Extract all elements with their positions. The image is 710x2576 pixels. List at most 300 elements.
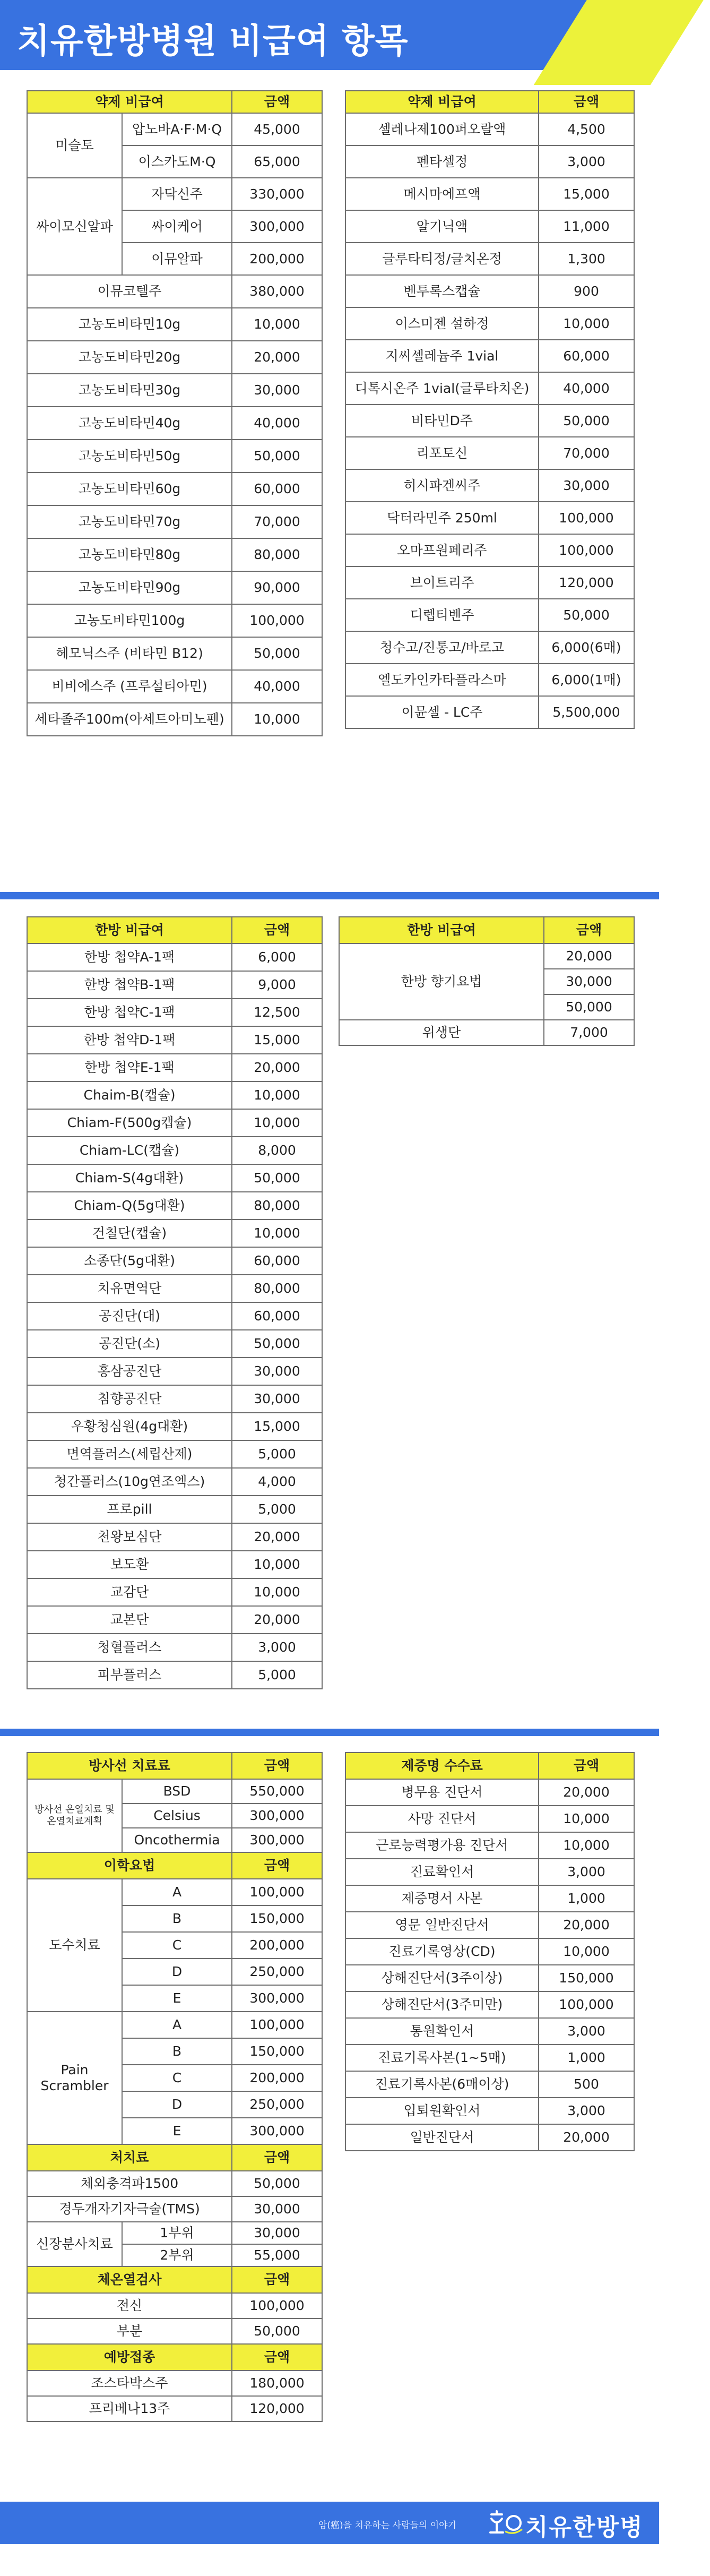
table-header-row — [27, 917, 322, 943]
item-name: 치유면역단 — [27, 1275, 232, 1302]
table-row — [27, 275, 322, 308]
item-name: 일반진단서 — [345, 2124, 539, 2151]
item-price: 150,000 — [539, 1965, 634, 1991]
item-price: 50,000 — [232, 637, 322, 670]
group-label: 한방 향기요법 — [339, 943, 544, 1020]
page-title: 치유한방병원 비급여 항목 — [17, 22, 409, 61]
table-row — [339, 943, 634, 969]
item-name: 2부위 — [122, 2244, 232, 2266]
item-price: 900 — [539, 275, 634, 307]
item-price: 300,000 — [232, 2118, 322, 2144]
item-price: 3,000 — [539, 145, 634, 178]
item-price: 80,000 — [232, 538, 322, 571]
item-name: 상해진단서(3주미만) — [345, 1991, 539, 2018]
table-header-row — [27, 1852, 322, 1879]
item-name: 오마프원페리주 — [345, 534, 539, 566]
item-price: 45,000 — [232, 113, 322, 145]
item-name: 제증명서 사본 — [345, 1885, 539, 1912]
header-cell-price: 금액 — [232, 1753, 322, 1779]
table-row — [27, 999, 322, 1026]
item-price: 30,000 — [544, 969, 634, 994]
treatment-table-left — [27, 1752, 323, 2422]
item-price: 100,000 — [539, 502, 634, 534]
item-price: 15,000 — [232, 1413, 322, 1440]
item-price: 30,000 — [232, 1385, 322, 1413]
item-price: 250,000 — [232, 1959, 322, 1985]
item-name: 진료기록사본(6매이상) — [345, 2071, 539, 2098]
item-price: 100,000 — [539, 534, 634, 566]
table-row — [27, 1247, 322, 1275]
drug-table-left — [27, 90, 323, 736]
table-row — [27, 637, 322, 670]
item-name: 벤투록스캡슐 — [345, 275, 539, 307]
item-name: 경두개자기자극술(TMS) — [27, 2196, 232, 2222]
table-row — [27, 341, 322, 374]
table-header-row — [27, 1753, 322, 1779]
item-name: 글루타티정/글치온정 — [345, 243, 539, 275]
item-name: 프로pill — [27, 1496, 232, 1523]
item-name: 통원확인서 — [345, 2018, 539, 2045]
table-row — [27, 1661, 322, 1689]
item-price: 15,000 — [232, 1026, 322, 1054]
item-name: 병무용 진단서 — [345, 1779, 539, 1806]
table-header-row — [27, 2266, 322, 2293]
table-row — [345, 469, 634, 502]
table-row — [345, 307, 634, 340]
item-price: 5,000 — [232, 1661, 322, 1689]
item-name: B — [122, 1905, 232, 1932]
item-price: 50,000 — [232, 2319, 322, 2344]
header-cell-item: 처치료 — [27, 2144, 232, 2171]
item-price: 10,000 — [539, 1832, 634, 1859]
item-name: 우황청심원(4g대환) — [27, 1413, 232, 1440]
item-price: 8,000 — [232, 1137, 322, 1164]
item-price: 180,000 — [232, 2371, 322, 2396]
item-name: 고농도비타민50g — [27, 440, 232, 473]
item-name: 고농도비타민70g — [27, 505, 232, 538]
table-row — [27, 571, 322, 604]
table-row — [345, 664, 634, 696]
header-cell-price: 금액 — [539, 1753, 634, 1779]
header-cell-price: 금액 — [232, 2266, 322, 2293]
table-row — [27, 670, 322, 703]
item-price: 30,000 — [232, 1358, 322, 1385]
item-name: 한방 첩약D-1팩 — [27, 1026, 232, 1054]
item-price: 50,000 — [232, 2171, 322, 2196]
footer-slogan: 암(癌)을 치유하는 사람들의 이야기 — [318, 2520, 456, 2531]
item-price: 5,000 — [232, 1496, 322, 1523]
table-header-row — [27, 91, 322, 113]
item-name: Chiam-Q(5g대환) — [27, 1192, 232, 1220]
item-price: 200,000 — [232, 2065, 322, 2091]
table-row — [27, 1026, 322, 1054]
header-cell-item: 한방 비급여 — [27, 917, 232, 943]
item-price: 50,000 — [539, 599, 634, 631]
item-name: C — [122, 1932, 232, 1959]
page-header — [0, 0, 659, 70]
item-price: 20,000 — [539, 2124, 634, 2151]
item-name: 알기닉액 — [345, 210, 539, 243]
table-row — [27, 703, 322, 736]
item-name: 이스미젠 설하정 — [345, 307, 539, 340]
item-price: 200,000 — [232, 243, 322, 275]
item-price: 50,000 — [232, 1164, 322, 1192]
table-row — [27, 1523, 322, 1551]
table-row — [27, 1220, 322, 1247]
table-row — [345, 1806, 634, 1832]
item-price: 11,000 — [539, 210, 634, 243]
item-price: 250,000 — [232, 2091, 322, 2118]
item-name: 압노바A·F·M·Q — [122, 113, 232, 145]
header-cell-item: 예방접종 — [27, 2344, 232, 2371]
item-price: 5,500,000 — [539, 696, 634, 728]
item-name: 펜타셀정 — [345, 145, 539, 178]
item-price: 150,000 — [232, 1905, 322, 1932]
item-name: 진료기록사본(1~5매) — [345, 2045, 539, 2071]
item-price: 60,000 — [232, 1302, 322, 1330]
item-name: 근로능력평가용 진단서 — [345, 1832, 539, 1859]
item-name: 싸이케어 — [122, 210, 232, 243]
table-row — [345, 1779, 634, 1806]
item-name: 자닥신주 — [122, 178, 232, 210]
section-divider — [0, 892, 659, 899]
item-name: Oncothermia — [122, 1828, 232, 1852]
item-name: 지씨셀레늄주 1vial — [345, 340, 539, 372]
table-row — [345, 2071, 634, 2098]
item-price: 10,000 — [232, 703, 322, 736]
table-row — [27, 1496, 322, 1523]
table-row — [345, 340, 634, 372]
item-price: 9,000 — [232, 971, 322, 999]
table-row — [27, 473, 322, 505]
footer-brand: 치유한방병원 — [525, 2514, 644, 2575]
section-divider — [0, 1729, 659, 1736]
item-price: 3,000 — [539, 2098, 634, 2124]
item-name: 고농도비타민10g — [27, 308, 232, 341]
table-row — [345, 2098, 634, 2124]
item-name: 세타졸주100m(아세트아미노펜) — [27, 703, 232, 736]
item-price: 15,000 — [539, 178, 634, 210]
item-name: 침향공진단 — [27, 1385, 232, 1413]
table-row — [345, 178, 634, 210]
item-name: 한방 첩약E-1팩 — [27, 1054, 232, 1081]
header-cell-item: 한방 비급여 — [339, 917, 544, 943]
item-name: 고농도비타민80g — [27, 538, 232, 571]
item-name: 조스타박스주 — [27, 2371, 232, 2396]
table-header-row — [345, 1753, 634, 1779]
item-price: 3,000 — [539, 1859, 634, 1885]
table-row — [345, 2045, 634, 2071]
item-name: 브이트리주 — [345, 566, 539, 599]
table-row — [27, 1413, 322, 1440]
table-row — [345, 599, 634, 631]
table-row — [27, 1164, 322, 1192]
group-label: 신장분사치료 — [27, 2222, 122, 2266]
item-name: 고농도비타민60g — [27, 473, 232, 505]
header-cell-price: 금액 — [232, 917, 322, 943]
table-row — [27, 1302, 322, 1330]
table-row — [27, 1468, 322, 1496]
table-row — [345, 1912, 634, 1938]
table-row — [27, 374, 322, 407]
table-row — [27, 1879, 322, 1905]
item-price: 10,000 — [232, 1220, 322, 1247]
item-price: 80,000 — [232, 1192, 322, 1220]
table-row — [27, 604, 322, 637]
group-label: 미슬토 — [27, 113, 122, 178]
table-row — [27, 1551, 322, 1578]
item-name: 한방 첩약C-1팩 — [27, 999, 232, 1026]
table-header-row — [27, 2344, 322, 2371]
item-name: 교본단 — [27, 1606, 232, 1634]
item-price: 200,000 — [232, 1932, 322, 1959]
table-row — [27, 178, 322, 210]
item-name: 엘도카인카타플라스마 — [345, 664, 539, 696]
table-row — [27, 2171, 322, 2196]
item-name: D — [122, 1959, 232, 1985]
item-name: 이뮨셀 - LC주 — [345, 696, 539, 728]
item-name: 닥터라민주 250ml — [345, 502, 539, 534]
group-label: 도수치료 — [27, 1879, 122, 2012]
item-price: 330,000 — [232, 178, 322, 210]
item-name: Chiam-LC(캡슐) — [27, 1137, 232, 1164]
table-row — [27, 1606, 322, 1634]
group-label: Pain Scrambler — [27, 2012, 122, 2144]
item-price: 20,000 — [539, 1912, 634, 1938]
table-row — [27, 2396, 322, 2422]
item-price: 20,000 — [232, 1523, 322, 1551]
item-price: 10,000 — [232, 1551, 322, 1578]
header-cell-item: 약제 비급여 — [345, 91, 539, 113]
item-name: Chaim-B(캡슐) — [27, 1081, 232, 1109]
hospital-logo-icon — [487, 2508, 525, 2538]
item-price: 50,000 — [544, 994, 634, 1020]
item-name: 이스카도M·Q — [122, 145, 232, 178]
item-name: 교감단 — [27, 1578, 232, 1606]
table-row — [345, 534, 634, 566]
item-name: Celsius — [122, 1804, 232, 1828]
item-price: 70,000 — [539, 437, 634, 469]
item-price: 1,300 — [539, 243, 634, 275]
item-price: 60,000 — [539, 340, 634, 372]
item-name: 프리베나13주 — [27, 2396, 232, 2422]
item-price: 20,000 — [544, 943, 634, 969]
item-name: 영문 일반진단서 — [345, 1912, 539, 1938]
item-price: 500 — [539, 2071, 634, 2098]
item-price: 3,000 — [539, 2018, 634, 2045]
item-name: 천왕보심단 — [27, 1523, 232, 1551]
table-row — [345, 1832, 634, 1859]
item-price: 300,000 — [232, 210, 322, 243]
item-price: 5,000 — [232, 1440, 322, 1468]
header-cell-item: 방사선 치료료 — [27, 1753, 232, 1779]
herbal-table-right — [339, 916, 635, 1046]
header-cell-item: 이학요법 — [27, 1852, 232, 1879]
item-name: 사망 진단서 — [345, 1806, 539, 1832]
item-name: 헤모닉스주 (비타민 B12) — [27, 637, 232, 670]
item-price: 100,000 — [232, 1879, 322, 1905]
table-row — [345, 243, 634, 275]
item-name: A — [122, 1879, 232, 1905]
item-price: 50,000 — [232, 440, 322, 473]
group-label: 싸이모신알파 — [27, 178, 122, 275]
table-row — [27, 308, 322, 341]
item-price: 1,000 — [539, 1885, 634, 1912]
table-row — [345, 210, 634, 243]
item-name: 한방 첩약B-1팩 — [27, 971, 232, 999]
item-name: 면역플러스(세립산제) — [27, 1440, 232, 1468]
herbal-table-left — [27, 916, 323, 1689]
item-price: 60,000 — [232, 1247, 322, 1275]
item-price: 40,000 — [539, 372, 634, 405]
table-header-row — [339, 917, 634, 943]
item-price: 100,000 — [232, 2012, 322, 2038]
header-cell-price: 금액 — [544, 917, 634, 943]
item-name: 셀레나제100퍼오랄액 — [345, 113, 539, 145]
item-price: 300,000 — [232, 1804, 322, 1828]
table-row — [27, 1779, 322, 1804]
item-price: 120,000 — [232, 2396, 322, 2422]
item-name: 청간플러스(10g연조엑스) — [27, 1468, 232, 1496]
table-row — [27, 1634, 322, 1661]
header-cell-price: 금액 — [232, 91, 322, 113]
table-row — [345, 2018, 634, 2045]
item-name: C — [122, 2065, 232, 2091]
item-name: A — [122, 2012, 232, 2038]
item-price: 100,000 — [232, 604, 322, 637]
header-cell-item: 약제 비급여 — [27, 91, 232, 113]
item-price: 10,000 — [232, 1109, 322, 1137]
item-price: 40,000 — [232, 670, 322, 703]
item-name: 입퇴원확인서 — [345, 2098, 539, 2124]
header-cell-price: 금액 — [232, 2344, 322, 2371]
table-row — [27, 407, 322, 440]
item-price: 10,000 — [539, 1806, 634, 1832]
item-price: 50,000 — [539, 405, 634, 437]
item-name: 한방 첩약A-1팩 — [27, 943, 232, 971]
item-price: 20,000 — [232, 1606, 322, 1634]
table-row — [27, 538, 322, 571]
table-row — [27, 1578, 322, 1606]
item-price: 80,000 — [232, 1275, 322, 1302]
table-row — [27, 505, 322, 538]
table-row — [27, 1054, 322, 1081]
table-row — [27, 1109, 322, 1137]
item-price: 4,000 — [232, 1468, 322, 1496]
table-row — [27, 2319, 322, 2344]
item-price: 1,000 — [539, 2045, 634, 2071]
header-accent-stripe — [534, 0, 710, 85]
item-name: 비비에스주 (프루설티아민) — [27, 670, 232, 703]
table-row — [27, 1330, 322, 1358]
item-price: 50,000 — [232, 1330, 322, 1358]
table-row — [345, 1885, 634, 1912]
item-name: 고농도비타민30g — [27, 374, 232, 407]
item-name: 전신 — [27, 2293, 232, 2319]
item-name: 고농도비타민90g — [27, 571, 232, 604]
item-price: 6,000(1매) — [539, 664, 634, 696]
table-row — [345, 405, 634, 437]
table-header-row — [27, 2144, 322, 2171]
item-price: 7,000 — [544, 1020, 634, 1045]
table-row — [27, 2012, 322, 2038]
table-row — [345, 1991, 634, 2018]
item-price: 30,000 — [232, 2196, 322, 2222]
table-row — [27, 1192, 322, 1220]
table-row — [345, 566, 634, 599]
item-name: E — [122, 2118, 232, 2144]
item-price: 65,000 — [232, 145, 322, 178]
table-row — [345, 1965, 634, 1991]
table-row — [27, 2293, 322, 2319]
certificate-fee-table — [345, 1752, 635, 2151]
table-row — [27, 971, 322, 999]
item-price: 150,000 — [232, 2038, 322, 2065]
item-price: 100,000 — [232, 2293, 322, 2319]
item-name: 히시파겐씨주 — [345, 469, 539, 502]
table-row — [27, 2371, 322, 2396]
item-price: 30,000 — [232, 374, 322, 407]
table-row — [27, 113, 322, 145]
item-name: 메시마에프액 — [345, 178, 539, 210]
item-price: 70,000 — [232, 505, 322, 538]
table-row — [345, 1938, 634, 1965]
drug-table-right — [345, 90, 635, 729]
item-price: 10,000 — [232, 1081, 322, 1109]
item-name: 리포토신 — [345, 437, 539, 469]
item-price: 10,000 — [232, 308, 322, 341]
item-name: 진료기록영상(CD) — [345, 1938, 539, 1965]
header-cell-item: 제증명 수수료 — [345, 1753, 539, 1779]
table-row — [27, 2196, 322, 2222]
table-row — [345, 1859, 634, 1885]
item-price: 4,500 — [539, 113, 634, 145]
item-name: B — [122, 2038, 232, 2065]
item-name: 공진단(소) — [27, 1330, 232, 1358]
header-cell-item: 체온열검사 — [27, 2266, 232, 2293]
table-row — [345, 2124, 634, 2151]
table-row — [339, 1020, 634, 1045]
table-row — [345, 113, 634, 145]
item-name: Chiam-S(4g대환) — [27, 1164, 232, 1192]
table-row — [27, 1137, 322, 1164]
item-price: 120,000 — [539, 566, 634, 599]
item-name: 부분 — [27, 2319, 232, 2344]
table-row — [27, 2222, 322, 2244]
table-row — [345, 275, 634, 307]
item-name: 피부플러스 — [27, 1661, 232, 1689]
item-name: BSD — [122, 1779, 232, 1804]
item-name: 건칠단(캡슐) — [27, 1220, 232, 1247]
item-name: 홍삼공진단 — [27, 1358, 232, 1385]
item-name: E — [122, 1985, 232, 2012]
table-header-row — [345, 91, 634, 113]
item-price: 380,000 — [232, 275, 322, 308]
item-price: 55,000 — [232, 2244, 322, 2266]
item-price: 100,000 — [539, 1991, 634, 2018]
page-footer — [0, 2502, 659, 2575]
table-row — [27, 943, 322, 971]
header-cell-price: 금액 — [539, 91, 634, 113]
item-price: 20,000 — [232, 1054, 322, 1081]
header-cell-price: 금액 — [232, 1852, 322, 1879]
table-row — [27, 1385, 322, 1413]
item-name: 소종단(5g대환) — [27, 1247, 232, 1275]
item-price: 10,000 — [539, 1938, 634, 1965]
item-price: 6,000 — [232, 943, 322, 971]
item-price: 40,000 — [232, 407, 322, 440]
table-row — [345, 502, 634, 534]
